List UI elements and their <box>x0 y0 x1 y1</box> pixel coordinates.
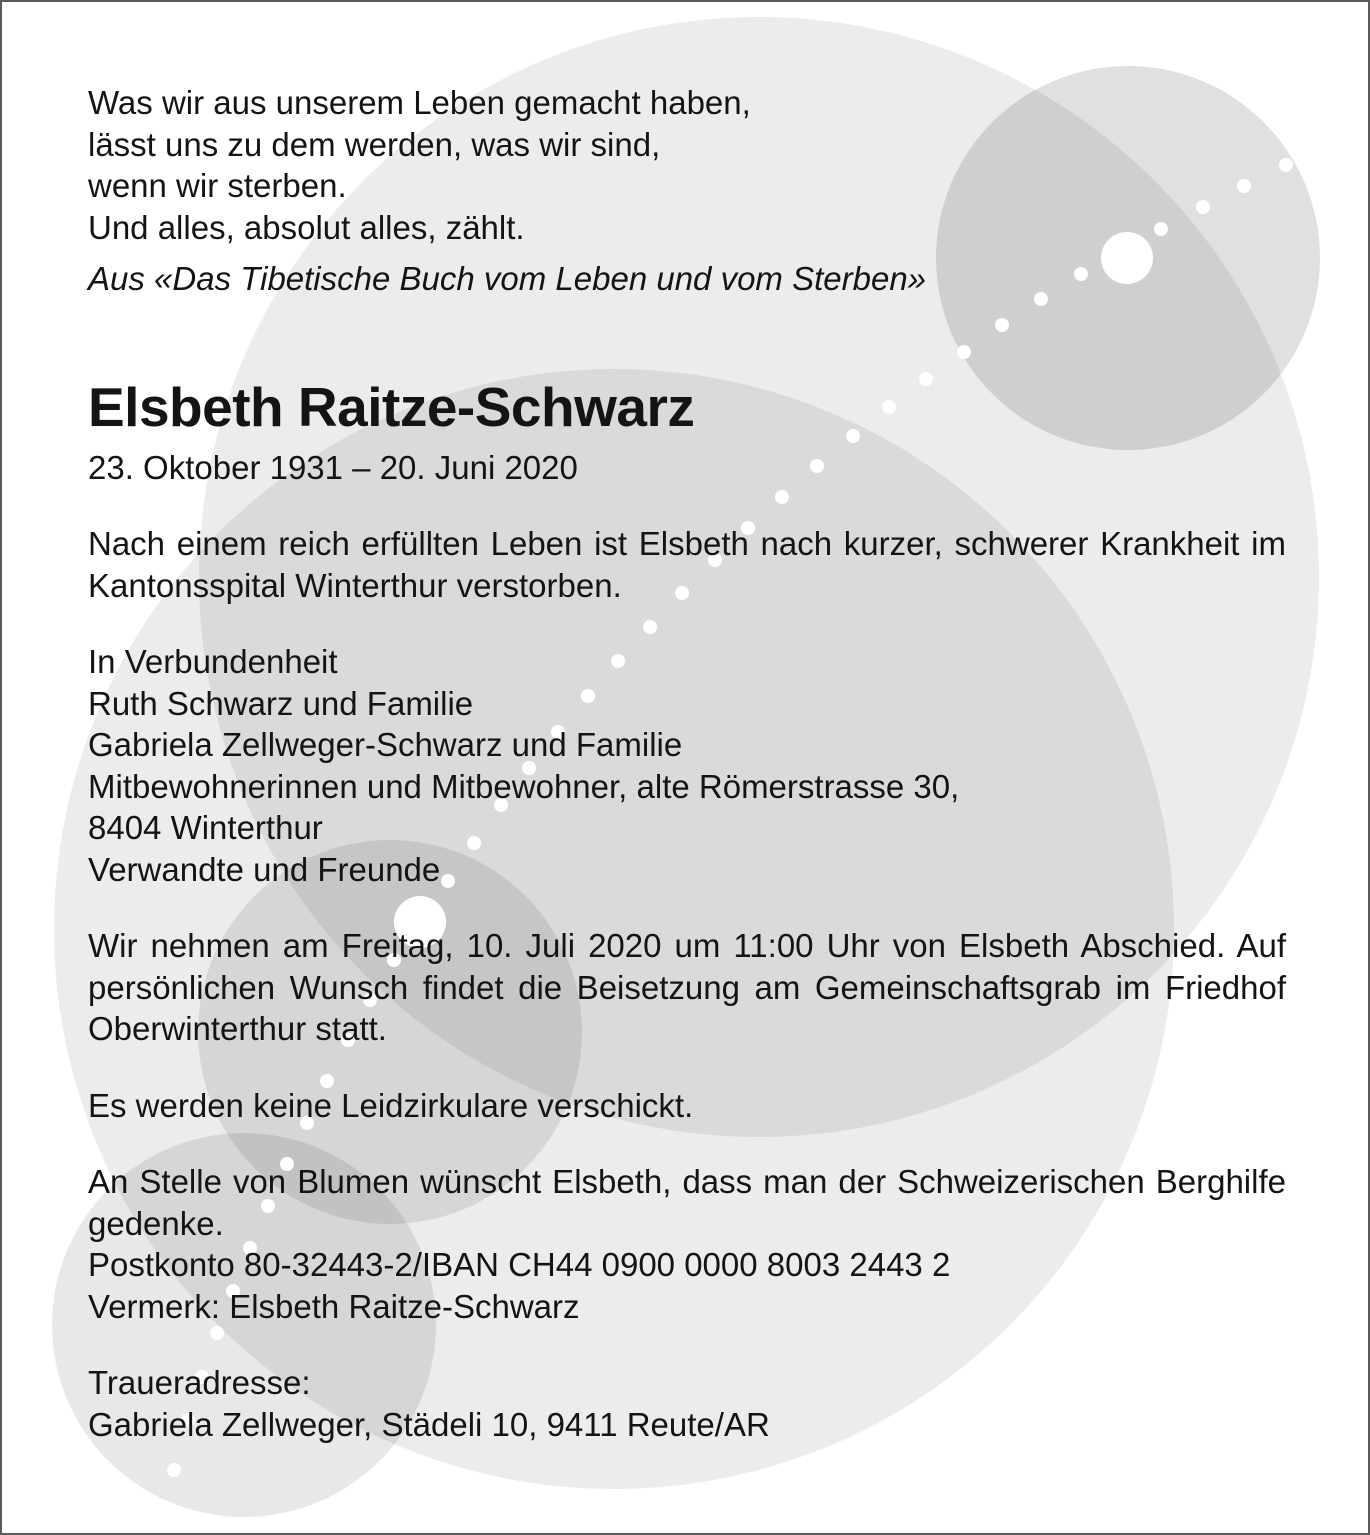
quote-line: lässt uns zu dem werden, was wir sind, <box>88 125 661 163</box>
quote-source: Aus «Das Tibetische Buch vom Leben und vom Sterben» <box>88 260 927 297</box>
mourners-list <box>88 641 1286 890</box>
donation-note: Vermerk: Elsbeth Raitze-Schwarz <box>88 1287 580 1325</box>
mourners-intro: In Verbundenheit <box>88 643 338 680</box>
mourner-line: 8404 Winterthur <box>88 809 323 846</box>
donation-account: Postkonto 80-32443-2/IBAN CH44 0900 0000 8003 2443 2 <box>88 1246 951 1283</box>
quote-block <box>88 82 1286 300</box>
mourning-address-block <box>88 1362 1286 1445</box>
farewell-paragraph: Wir nehmen am Freitag, 10. Juli 2020 um 11:00 Uhr von Elsbeth Abschied. Auf persönlichen Wunsch findet die Beisetzung am Gemeinschaftsgrab im Friedhof Oberwinterthur statt. <box>88 927 1286 1047</box>
announcement-paragraph: Nach einem reich erfüllten Leben ist Elsbeth nach kurzer, schwerer Krankheit im Kantonsspital Winterthur verstorben. <box>88 525 1286 604</box>
no-circulars-note: Es werden keine Leidzirkulare verschickt. <box>88 1086 694 1124</box>
quote-line: wenn wir sterben. <box>88 167 347 204</box>
donation-text: An Stelle von Blumen wünscht Elsbeth, dass man der Schweizerischen Berghilfe gedenke. <box>88 1163 1286 1242</box>
mourner-line: Verwandte und Freunde <box>88 850 441 888</box>
mourning-address-label: Traueradresse: <box>88 1364 311 1401</box>
mourning-address: Gabriela Zellweger, Städeli 10, 9411 Reute/AR <box>88 1405 770 1443</box>
deceased-name: Elsbeth Raitze-Schwarz <box>88 375 695 438</box>
obituary-content <box>88 82 1286 1445</box>
quote-line: Was wir aus unserem Leben gemacht haben, <box>88 84 751 121</box>
life-dates: 23. Oktober 1931 – 20. Juni 2020 <box>88 448 578 486</box>
mourner-line: Gabriela Zellweger-Schwarz und Familie <box>88 726 683 763</box>
quote-line: Und alles, absolut alles, zählt. <box>88 208 525 246</box>
mourner-line: Mitbewohnerinnen und Mitbewohner, alte Römerstrasse 30, <box>88 767 960 805</box>
mourner-line: Ruth Schwarz und Familie <box>88 684 474 722</box>
donation-block <box>88 1161 1286 1327</box>
